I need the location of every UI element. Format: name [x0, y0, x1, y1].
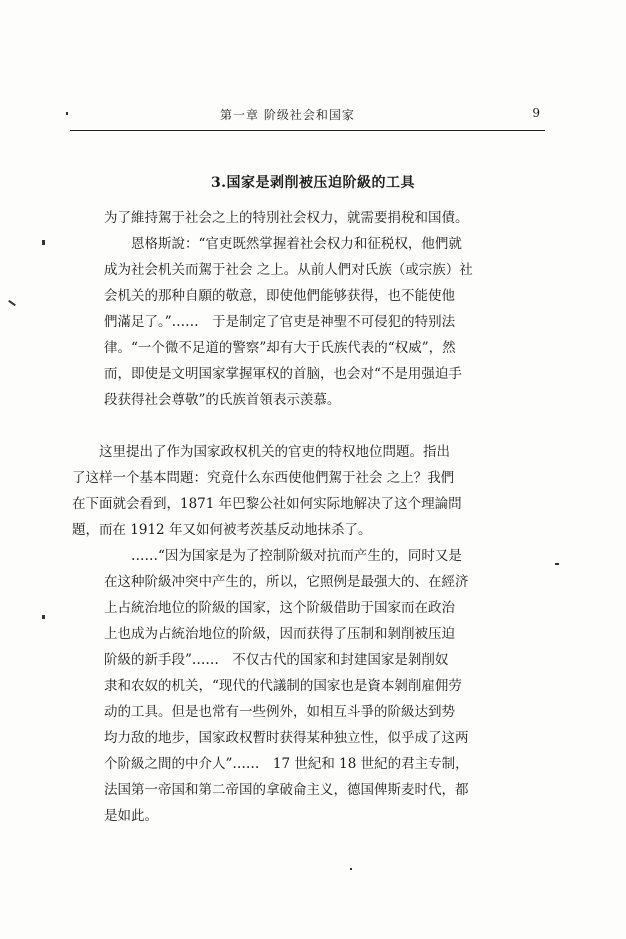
text-line: 法国第一帝国和第二帝国的拿破侖主义，德国俾斯麦时代，都 — [104, 782, 469, 798]
text-line: 律。“一个微不足道的警察”却有大于氏族代表的“权威”，然 — [104, 340, 456, 356]
text-line: 这里提出了作为国家政权机关的官吏的特权地位問題。指出 — [72, 444, 450, 460]
chapter-title: 第一章 阶级社会和国家 — [220, 108, 355, 122]
scan-speck — [8, 300, 16, 306]
header-rule — [70, 130, 545, 131]
running-header — [70, 104, 540, 126]
page-number: 9 — [532, 106, 540, 120]
scan-speck — [42, 615, 45, 619]
text-line: 在下面就会看到，1871 年巴黎公社如何实际地解决了这个理論問 — [72, 496, 462, 512]
text-line: 題，而在 1912 年又如何被考茨基反动地抹杀了。 — [72, 522, 372, 538]
text-line: 上也成为占統治地位的阶級，因而获得了压制和剝削被压迫 — [104, 626, 455, 642]
scan-speck — [555, 563, 559, 565]
text-line: 为了維持駕于社会之上的特別社会权力，就需要捐稅和国債。 — [104, 210, 469, 226]
paragraph-3 — [72, 439, 544, 543]
scan-speck — [42, 240, 45, 245]
text-line: 阶級的新手段”…… 不仅古代的国家和封建国家是剝削奴 — [104, 652, 449, 668]
paragraph-4 — [104, 543, 544, 829]
text-line: 隶和农奴的机关，“现代的代議制的国家也是資本剝削雇佣劳 — [104, 678, 462, 694]
text-line: 了这样一个基本問題：究竟什么东西使他們駕于社会 之上？我們 — [72, 470, 455, 486]
text-line: 会机关的那种自願的敬意，即使他們能够获得，也不能使他 — [104, 288, 455, 304]
section-title: 3.国家是剥削被压迫阶級的工具 — [210, 175, 416, 191]
text-line: 在这种阶級冲突中产生的，所以，它照例是最强大的、在經济 — [104, 574, 469, 590]
text-line: 成为社会机关而駕于社会 之上。从前人們对氏族（或宗族）社 — [104, 262, 473, 278]
text-line: 动的工具。但是也常有一些例外，如相互斗爭的阶級达到势 — [104, 704, 455, 720]
text-line: 上占統治地位的阶級的国家，这个阶級借助于国家而在政治 — [104, 600, 455, 616]
text-line: 是如此。 — [104, 808, 158, 824]
text-line: 而，即使是文明国家掌握軍权的首脑，也会对“不是用强迫手 — [104, 366, 462, 382]
text-line: 恩格斯說：“官吏既然掌握着社会权力和征税权，他們就 — [104, 236, 462, 252]
text-line: 們滿足了。”…… 于是制定了官吏是神聖不可侵犯的特别法 — [104, 314, 456, 330]
paragraph-2 — [104, 231, 544, 413]
text-line: 段获得社会尊敬”的氏族首領表示羡慕。 — [104, 392, 341, 408]
scan-speck — [66, 112, 68, 115]
paragraph-1 — [104, 205, 544, 231]
text-line: ……“因为国家是为了控制阶級对抗而产生的，同时又是 — [104, 548, 462, 564]
text-line: 均力敌的地步，国家政权暫时获得某种独立性，似乎成了这两 — [104, 730, 469, 746]
text-line: 个阶級之間的中介人”…… 17 世紀和 18 世紀的君主专制， — [104, 756, 469, 772]
scan-speck — [350, 868, 352, 870]
